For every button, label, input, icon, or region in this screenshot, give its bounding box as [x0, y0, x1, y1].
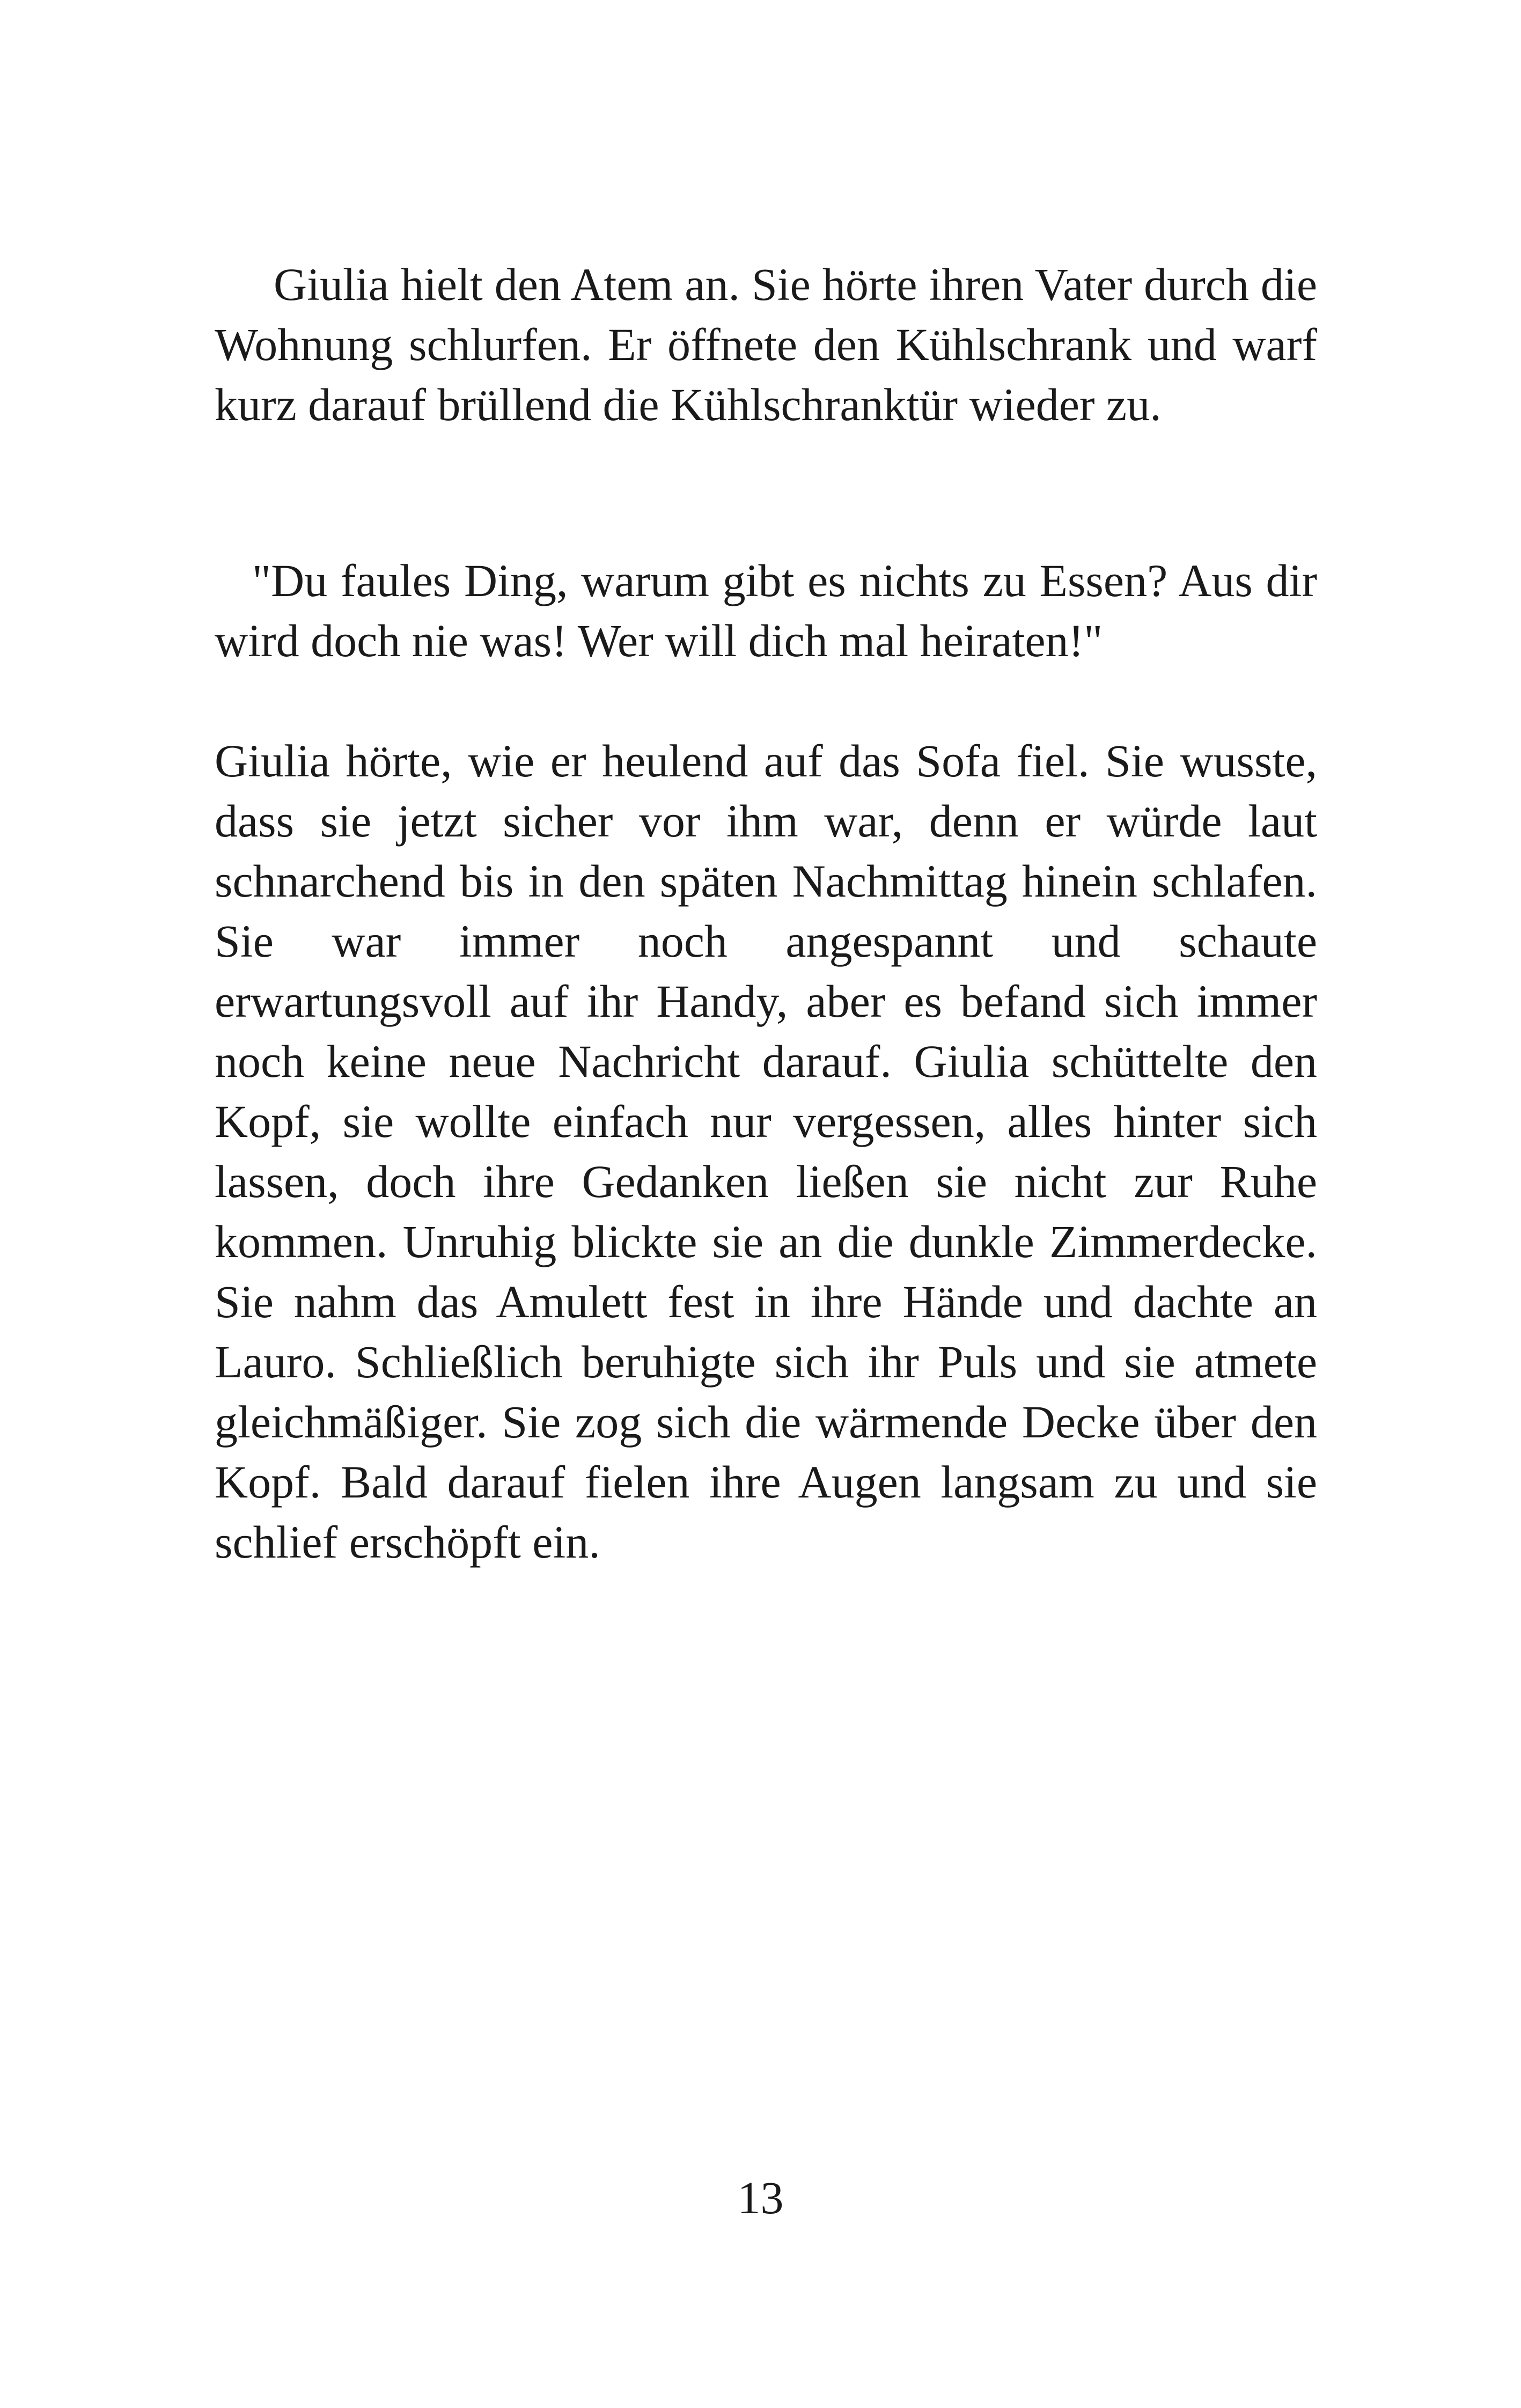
paragraph-3: Giulia hörte, wie er heulend auf das Sofa fiel. Sie wusste, dass sie jetzt sicher vor ihm war, denn er würde laut schnarchend bis in den späten Nachmittag hinein schlafen. Sie war immer noch angespannt und schaute erwartungsvoll auf ihr Handy, aber es befand sich immer noch keine neue Nachricht darauf. Giulia schüttelte den Kopf, sie wollte einfach nur vergessen, alles hinter sich lassen, doch ihre Gedanken ließen sie nicht zur Ruhe kommen. Unruhig blickte sie an die dunkle Zimmerdecke. Sie nahm das Amulett fest in ihre Hände und dachte an Lauro. Schließlich beruhigte sich ihr Puls und sie atmete gleichmäßiger. Sie zog sich die wärmende Decke über den Kopf. Bald darauf fielen ihre Augen langsam zu und sie schlief erschöpft ein.: [215, 735, 1317, 1568]
paragraph-1: Giulia hielt den Atem an. Sie hörte ihren Vater durch die Wohnung schlurfen. Er öffnete den Kühlschrank und warf kurz darauf brüllend die Kühlschranktür wieder zu.: [215, 259, 1317, 430]
paragraph-2-dialogue: "Du faules Ding, warum gibt es nichts zu Essen? Aus dir wird doch nie was! Wer will dich mal heiraten!": [215, 555, 1317, 666]
page-number: 13: [737, 2172, 784, 2223]
